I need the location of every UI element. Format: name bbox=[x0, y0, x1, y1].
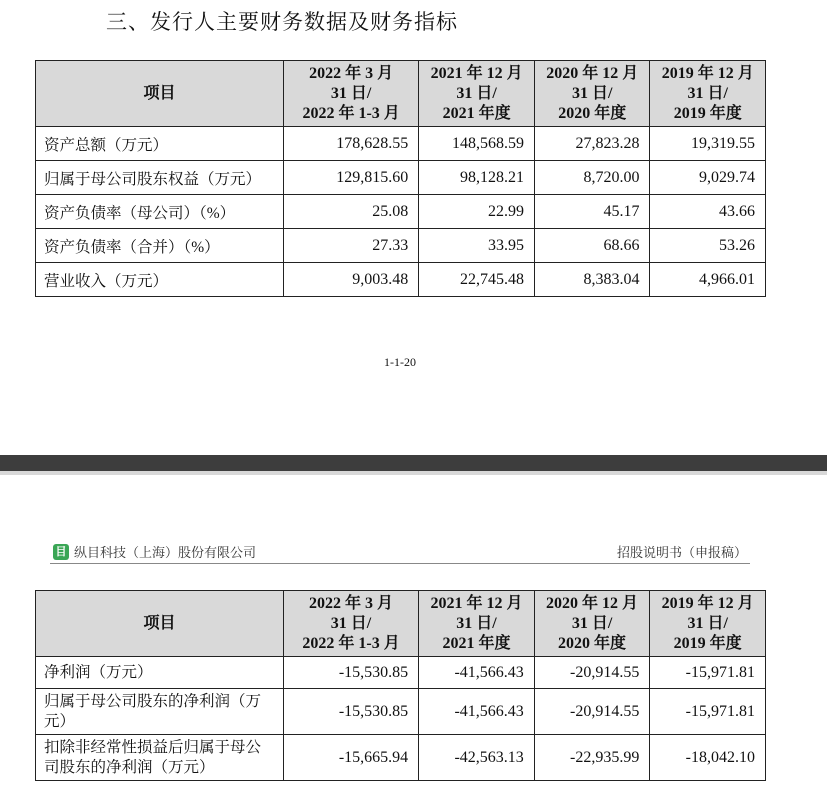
table-header-row bbox=[36, 61, 766, 127]
page-header-company bbox=[53, 542, 256, 561]
table-cell: -15,971.81 bbox=[650, 657, 766, 689]
table-row bbox=[36, 657, 766, 689]
row-label: 扣除非经常性损益后归属于母公司股东的净利润（万元） bbox=[36, 735, 284, 781]
table-row bbox=[36, 161, 766, 195]
column-header: 2019 年 12 月 31 日/ 2019 年度 bbox=[650, 61, 766, 127]
financial-table-1 bbox=[35, 60, 766, 297]
column-header: 2021 年 12 月 31 日/ 2021 年度 bbox=[419, 61, 535, 127]
table-cell: -15,530.85 bbox=[283, 689, 418, 735]
column-header: 2022 年 3 月 31 日/ 2022 年 1-3 月 bbox=[283, 591, 418, 657]
row-label: 资产负债率（母公司）（%） bbox=[36, 195, 284, 229]
table-cell: 27,823.28 bbox=[534, 127, 650, 161]
table-cell: 68.66 bbox=[534, 229, 650, 263]
table-cell: 178,628.55 bbox=[283, 127, 418, 161]
document-page-2 bbox=[0, 475, 827, 791]
table-cell: 8,383.04 bbox=[534, 263, 650, 297]
table-cell: -15,530.85 bbox=[283, 657, 418, 689]
table-cell: 45.17 bbox=[534, 195, 650, 229]
column-header: 2022 年 3 月 31 日/ 2022 年 1-3 月 bbox=[283, 61, 418, 127]
table-cell: 19,319.55 bbox=[650, 127, 766, 161]
table-cell: 129,815.60 bbox=[283, 161, 418, 195]
column-header: 2020 年 12 月 31 日/ 2020 年度 bbox=[534, 61, 650, 127]
row-label: 营业收入（万元） bbox=[36, 263, 284, 297]
row-label: 净利润（万元） bbox=[36, 657, 284, 689]
table-cell: 8,720.00 bbox=[534, 161, 650, 195]
row-label: 归属于母公司股东的净利润（万元） bbox=[36, 689, 284, 735]
financial-table-2 bbox=[35, 590, 766, 781]
column-header: 2020 年 12 月 31 日/ 2020 年度 bbox=[534, 591, 650, 657]
table-header-row bbox=[36, 591, 766, 657]
item-header: 项目 bbox=[36, 61, 284, 127]
header-divider bbox=[50, 563, 750, 564]
column-header: 2019 年 12 月 31 日/ 2019 年度 bbox=[650, 591, 766, 657]
table-cell: -18,042.10 bbox=[650, 735, 766, 781]
table-row bbox=[36, 229, 766, 263]
table-cell: 9,003.48 bbox=[283, 263, 418, 297]
company-logo-icon: 目 bbox=[53, 544, 69, 560]
page-number: 1-1-20 bbox=[384, 355, 416, 369]
table-cell: 33.95 bbox=[419, 229, 535, 263]
table-cell: 22.99 bbox=[419, 195, 535, 229]
table-cell: 22,745.48 bbox=[419, 263, 535, 297]
table-row bbox=[36, 689, 766, 735]
table-row bbox=[36, 735, 766, 781]
table-cell: 148,568.59 bbox=[419, 127, 535, 161]
table-cell: 98,128.21 bbox=[419, 161, 535, 195]
table-row bbox=[36, 195, 766, 229]
table-cell: -20,914.55 bbox=[534, 689, 650, 735]
table-cell: -42,563.13 bbox=[419, 735, 535, 781]
table-row bbox=[36, 127, 766, 161]
row-label: 资产负债率（合并）（%） bbox=[36, 229, 284, 263]
section-heading: 三、发行人主要财务数据及财务指标 bbox=[106, 10, 458, 34]
table-cell: 4,966.01 bbox=[650, 263, 766, 297]
table-cell: -41,566.43 bbox=[419, 689, 535, 735]
table-cell: 53.26 bbox=[650, 229, 766, 263]
table-cell: -15,971.81 bbox=[650, 689, 766, 735]
table-cell: -41,566.43 bbox=[419, 657, 535, 689]
column-header: 2021 年 12 月 31 日/ 2021 年度 bbox=[419, 591, 535, 657]
page-separator bbox=[0, 455, 827, 471]
table-cell: 9,029.74 bbox=[650, 161, 766, 195]
table-cell: -15,665.94 bbox=[283, 735, 418, 781]
table-cell: 43.66 bbox=[650, 195, 766, 229]
item-header: 项目 bbox=[36, 591, 284, 657]
document-title: 招股说明书（申报稿） bbox=[616, 546, 747, 561]
table-cell: -20,914.55 bbox=[534, 657, 650, 689]
table-cell: -22,935.99 bbox=[534, 735, 650, 781]
row-label: 资产总额（万元） bbox=[36, 127, 284, 161]
table-row bbox=[36, 263, 766, 297]
table-cell: 27.33 bbox=[283, 229, 418, 263]
company-name: 纵目科技（上海）股份有限公司 bbox=[74, 546, 257, 561]
table-cell: 25.08 bbox=[283, 195, 418, 229]
row-label: 归属于母公司股东权益（万元） bbox=[36, 161, 284, 195]
